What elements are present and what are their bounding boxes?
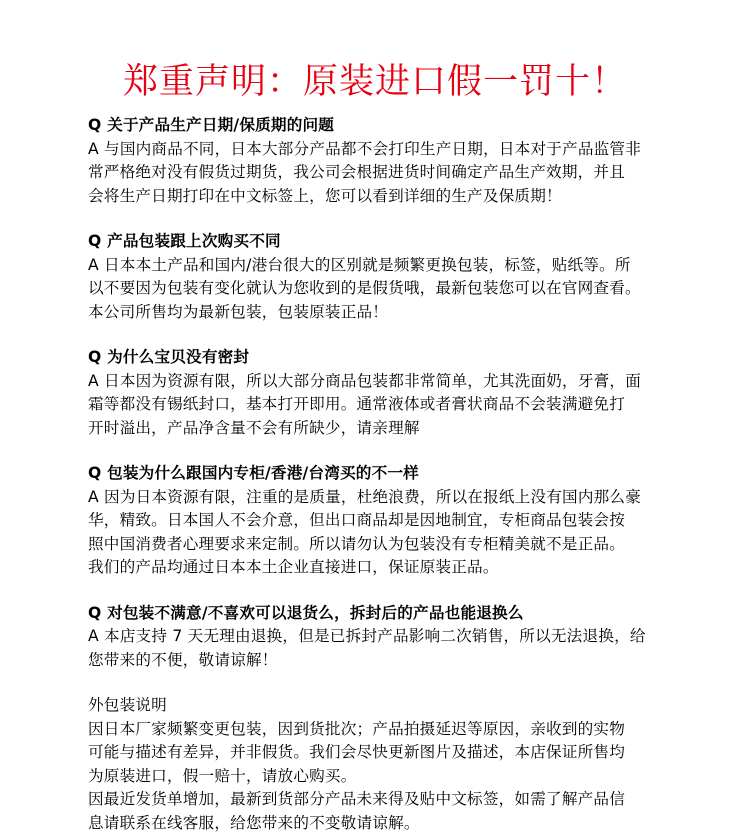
page-title: 郑重声明：原装进口假一罚十！	[0, 58, 750, 106]
faq-content	[88, 114, 658, 835]
question-returns: Q 对包装不满意/不喜欢可以退货么，拆封后的产品也能退换么	[88, 602, 658, 626]
answer-line: 华，精致。日本国人不会介意，但出口商品却是因地制宜，专柜商品包装会按	[88, 509, 658, 533]
answer-line: 本公司所售均为最新包装，包装原装正品！	[88, 301, 658, 325]
outer-packaging-line: 因最近发货单增加，最新到货部分产品未来得及贴中文标签，如需了解产品信	[88, 788, 658, 812]
question-production-date: Q 关于产品生产日期/保质期的问题	[88, 114, 658, 138]
faq-section-packaging-change	[88, 230, 658, 324]
question-no-seal: Q 为什么宝贝没有密封	[88, 346, 658, 370]
answer-line: A 日本本土产品和国内/港台很大的区别就是频繁更换包装，标签，贴纸等。所	[88, 254, 658, 278]
outer-packaging-line: 为原装进口，假一赔十，请放心购买。	[88, 765, 658, 789]
answer-line: 我们的产品均通过日本本土企业直接进口，保证原装正品。	[88, 556, 658, 580]
answer-line: A 因为日本资源有限，注重的是质量，杜绝浪费，所以在报纸上没有国内那么豪	[88, 486, 658, 510]
faq-section-outer-packaging	[88, 694, 658, 835]
answer-line: A 本店支持 7 天无理由退换，但是已拆封产品影响二次销售，所以无法退换，给	[88, 625, 658, 649]
answer-line: 会将生产日期打印在中文标签上，您可以看到详细的生产及保质期！	[88, 185, 658, 209]
answer-line: 您带来的不便，敬请谅解！	[88, 649, 658, 673]
section-gap	[88, 208, 658, 230]
answer-line: A 与国内商品不同，日本大部分产品都不会打印生产日期，日本对于产品监管非	[88, 138, 658, 162]
faq-section-returns	[88, 602, 658, 673]
section-gap	[88, 580, 658, 602]
answer-line: 以不要因为包装有变化就认为您收到的是假货哦，最新包装您可以在官网查看。	[88, 277, 658, 301]
section-gap	[88, 324, 658, 346]
section-gap	[88, 440, 658, 462]
answer-line: 开时溢出，产品净含量不会有所缺少，请亲理解	[88, 417, 658, 441]
answer-line: 常严格绝对没有假货过期货，我公司会根据进货时间确定产品生产效期，并且	[88, 161, 658, 185]
outer-packaging-line: 可能与描述有差异，并非假货。我们会尽快更新图片及描述，本店保证所售均	[88, 741, 658, 765]
section-gap	[88, 672, 658, 694]
question-counter-difference: Q 包装为什么跟国内专柜/香港/台湾买的不一样	[88, 462, 658, 486]
outer-packaging-line: 因日本厂家频繁变更包装，因到货批次；产品拍摄延迟等原因，亲收到的实物	[88, 718, 658, 742]
faq-section-counter-difference	[88, 462, 658, 580]
answer-line: 霜等都没有锡纸封口，基本打开即用。通常液体或者膏状商品不会装满避免打	[88, 393, 658, 417]
faq-section-production-date	[88, 114, 658, 208]
outer-packaging-heading: 外包装说明	[88, 694, 658, 718]
answer-line: 照中国消费者心理要求来定制。所以请勿认为包装没有专柜精美就不是正品。	[88, 533, 658, 557]
question-packaging-change: Q 产品包装跟上次购买不同	[88, 230, 658, 254]
answer-line: A 日本因为资源有限，所以大部分商品包装都非常简单，尤其洗面奶，牙膏，面	[88, 370, 658, 394]
faq-section-no-seal	[88, 346, 658, 440]
outer-packaging-line: 息请联系在线客服，给您带来的不变敬请谅解。	[88, 812, 658, 835]
